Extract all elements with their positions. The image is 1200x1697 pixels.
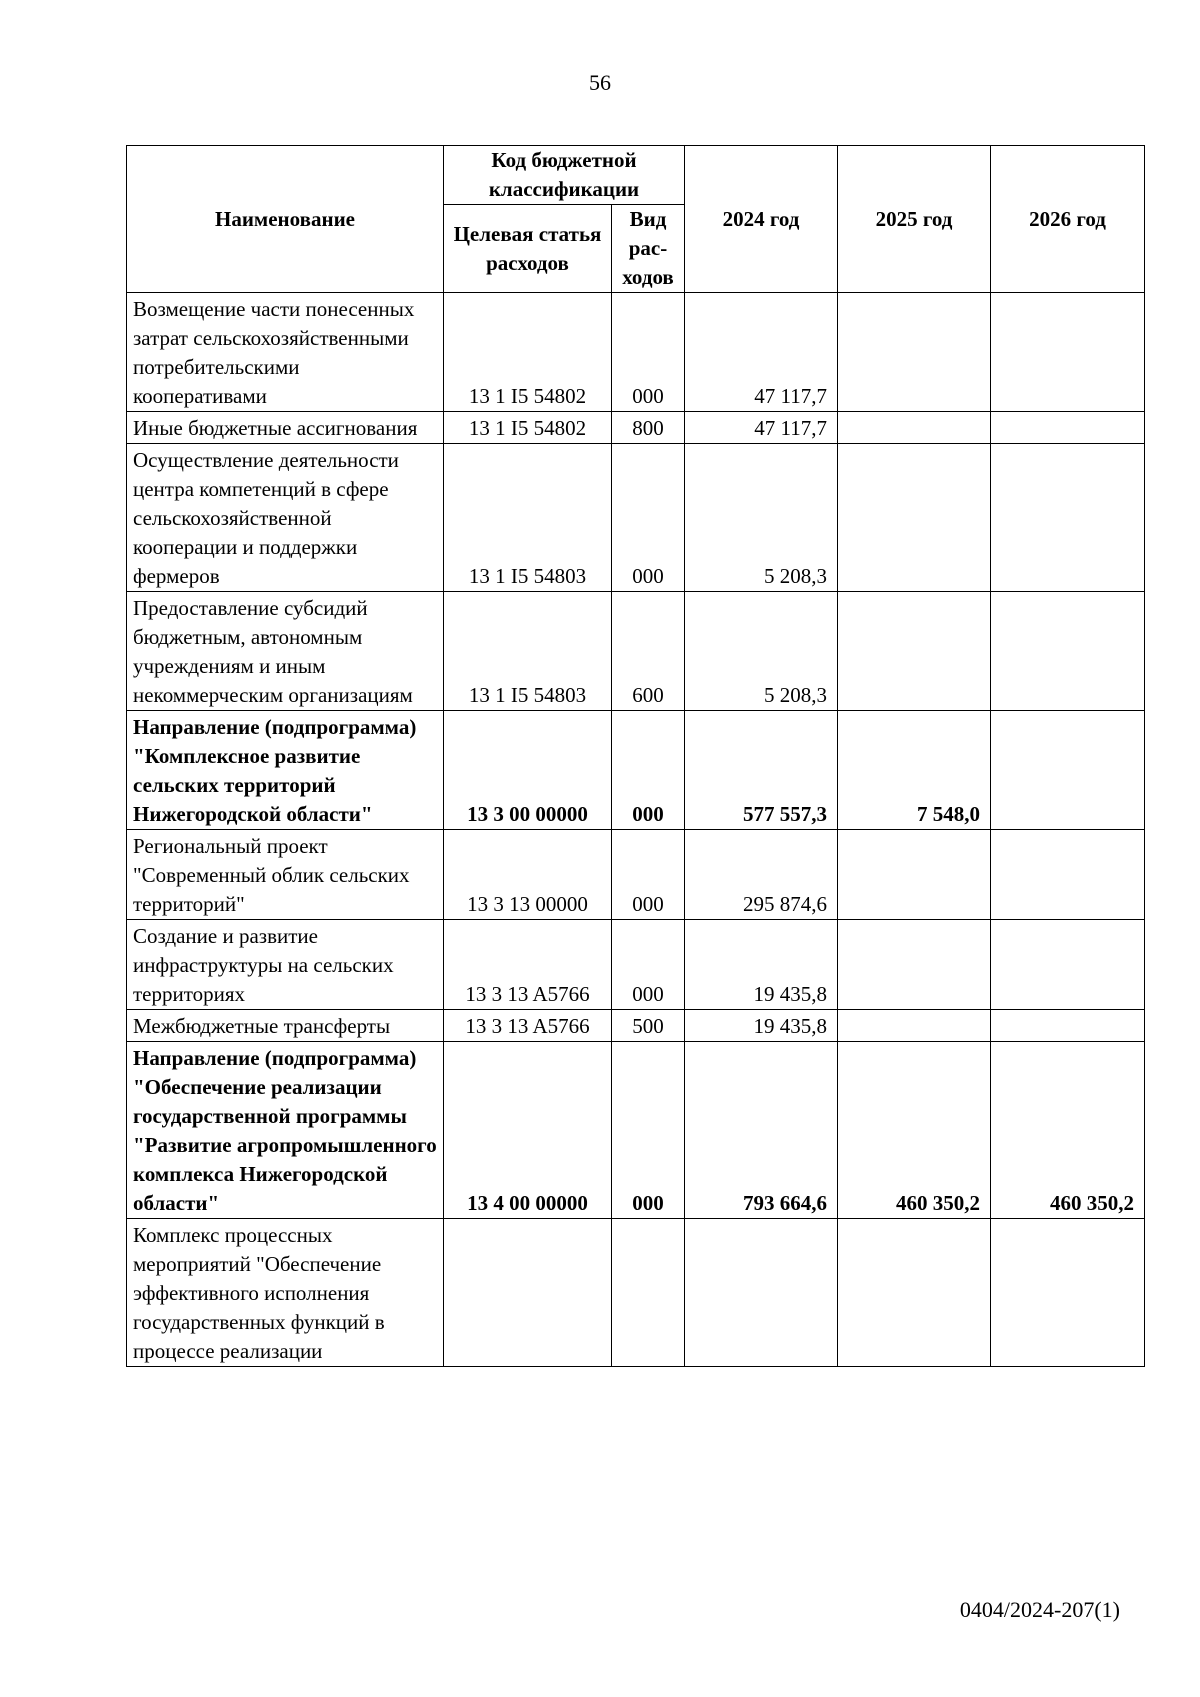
row-expense-type: 000 [612,293,685,412]
table-row [127,293,1145,412]
row-value-2024 [685,1219,838,1367]
row-value-2024: 5 208,3 [685,444,838,592]
row-target-article: 13 4 00 00000 [444,1042,612,1219]
row-expense-type: 000 [612,711,685,830]
row-value-2025: 7 548,0 [838,711,991,830]
row-name: Направление (подпрограмма) "Обеспечение реализации государственной программы "Развитие агропромышленного комплекса Нижегородской области" [127,1042,444,1219]
row-value-2024: 47 117,7 [685,293,838,412]
header-budget-code: Код бюджетной классификации [444,146,685,205]
row-value-2026 [991,711,1145,830]
row-expense-type: 000 [612,1042,685,1219]
table-row [127,592,1145,711]
row-value-2026 [991,293,1145,412]
row-value-2026 [991,1219,1145,1367]
row-expense-type [612,1219,685,1367]
row-target-article [444,1219,612,1367]
table-row [127,711,1145,830]
row-value-2025 [838,830,991,920]
header-year-2026: 2026 год [991,146,1145,293]
row-value-2024: 793 664,6 [685,1042,838,1219]
table-row [127,444,1145,592]
row-value-2024: 5 208,3 [685,592,838,711]
row-value-2025 [838,1219,991,1367]
header-year-2025: 2025 год [838,146,991,293]
row-value-2024: 577 557,3 [685,711,838,830]
row-value-2024: 19 435,8 [685,1010,838,1042]
row-target-article: 13 1 I5 54802 [444,412,612,444]
row-value-2024: 295 874,6 [685,830,838,920]
row-value-2024: 47 117,7 [685,412,838,444]
row-value-2025: 460 350,2 [838,1042,991,1219]
table-body [127,293,1145,1367]
row-name: Осуществление деятельности центра компетенций в сфере сельскохозяйственной кооперации и поддержки фермеров [127,444,444,592]
row-target-article: 13 3 00 00000 [444,711,612,830]
row-value-2025 [838,920,991,1010]
row-value-2026 [991,1010,1145,1042]
row-target-article: 13 3 13 A5766 [444,1010,612,1042]
row-value-2025 [838,293,991,412]
row-value-2025 [838,1010,991,1042]
row-target-article: 13 1 I5 54803 [444,444,612,592]
header-target-article: Целевая статья расходов [444,205,612,293]
header-expense-type: Вид рас-ходов [612,205,685,293]
row-name: Региональный проект "Современный облик сельских территорий" [127,830,444,920]
row-value-2025 [838,412,991,444]
row-value-2024: 19 435,8 [685,920,838,1010]
row-expense-type: 000 [612,444,685,592]
row-name: Возмещение части понесенных затрат сельскохозяйственными потребительскими кооперативами [127,293,444,412]
row-name: Иные бюджетные ассигнования [127,412,444,444]
row-value-2026 [991,412,1145,444]
header-name: Наименование [127,146,444,293]
table-row [127,830,1145,920]
row-name: Предоставление субсидий бюджетным, автономным учреждениям и иным некоммерческим организациям [127,592,444,711]
row-target-article: 13 1 I5 54802 [444,293,612,412]
row-name: Направление (подпрограмма) "Комплексное развитие сельских территорий Нижегородской области" [127,711,444,830]
table-row [127,1010,1145,1042]
row-value-2026 [991,920,1145,1010]
row-expense-type: 800 [612,412,685,444]
row-value-2025 [838,444,991,592]
row-value-2026 [991,830,1145,920]
row-expense-type: 000 [612,830,685,920]
row-value-2026: 460 350,2 [991,1042,1145,1219]
row-name: Межбюджетные трансферты [127,1010,444,1042]
row-target-article: 13 3 13 A5766 [444,920,612,1010]
row-name: Создание и развитие инфраструктуры на сельских территориях [127,920,444,1010]
budget-table [126,145,1145,1367]
table-row [127,412,1145,444]
row-expense-type: 500 [612,1010,685,1042]
table-row [127,1042,1145,1219]
row-target-article: 13 3 13 00000 [444,830,612,920]
header-year-2024: 2024 год [685,146,838,293]
document-code: 0404/2024-207(1) [959,1597,1120,1622]
row-value-2026 [991,444,1145,592]
row-expense-type: 000 [612,920,685,1010]
table-row [127,920,1145,1010]
row-value-2026 [991,592,1145,711]
row-value-2025 [838,592,991,711]
row-target-article: 13 1 I5 54803 [444,592,612,711]
row-name: Комплекс процессных мероприятий "Обеспечение эффективного исполнения государственных функций в процессе реализации [127,1219,444,1367]
row-expense-type: 600 [612,592,685,711]
table-row [127,1219,1145,1367]
page-number: 56 [589,70,611,95]
